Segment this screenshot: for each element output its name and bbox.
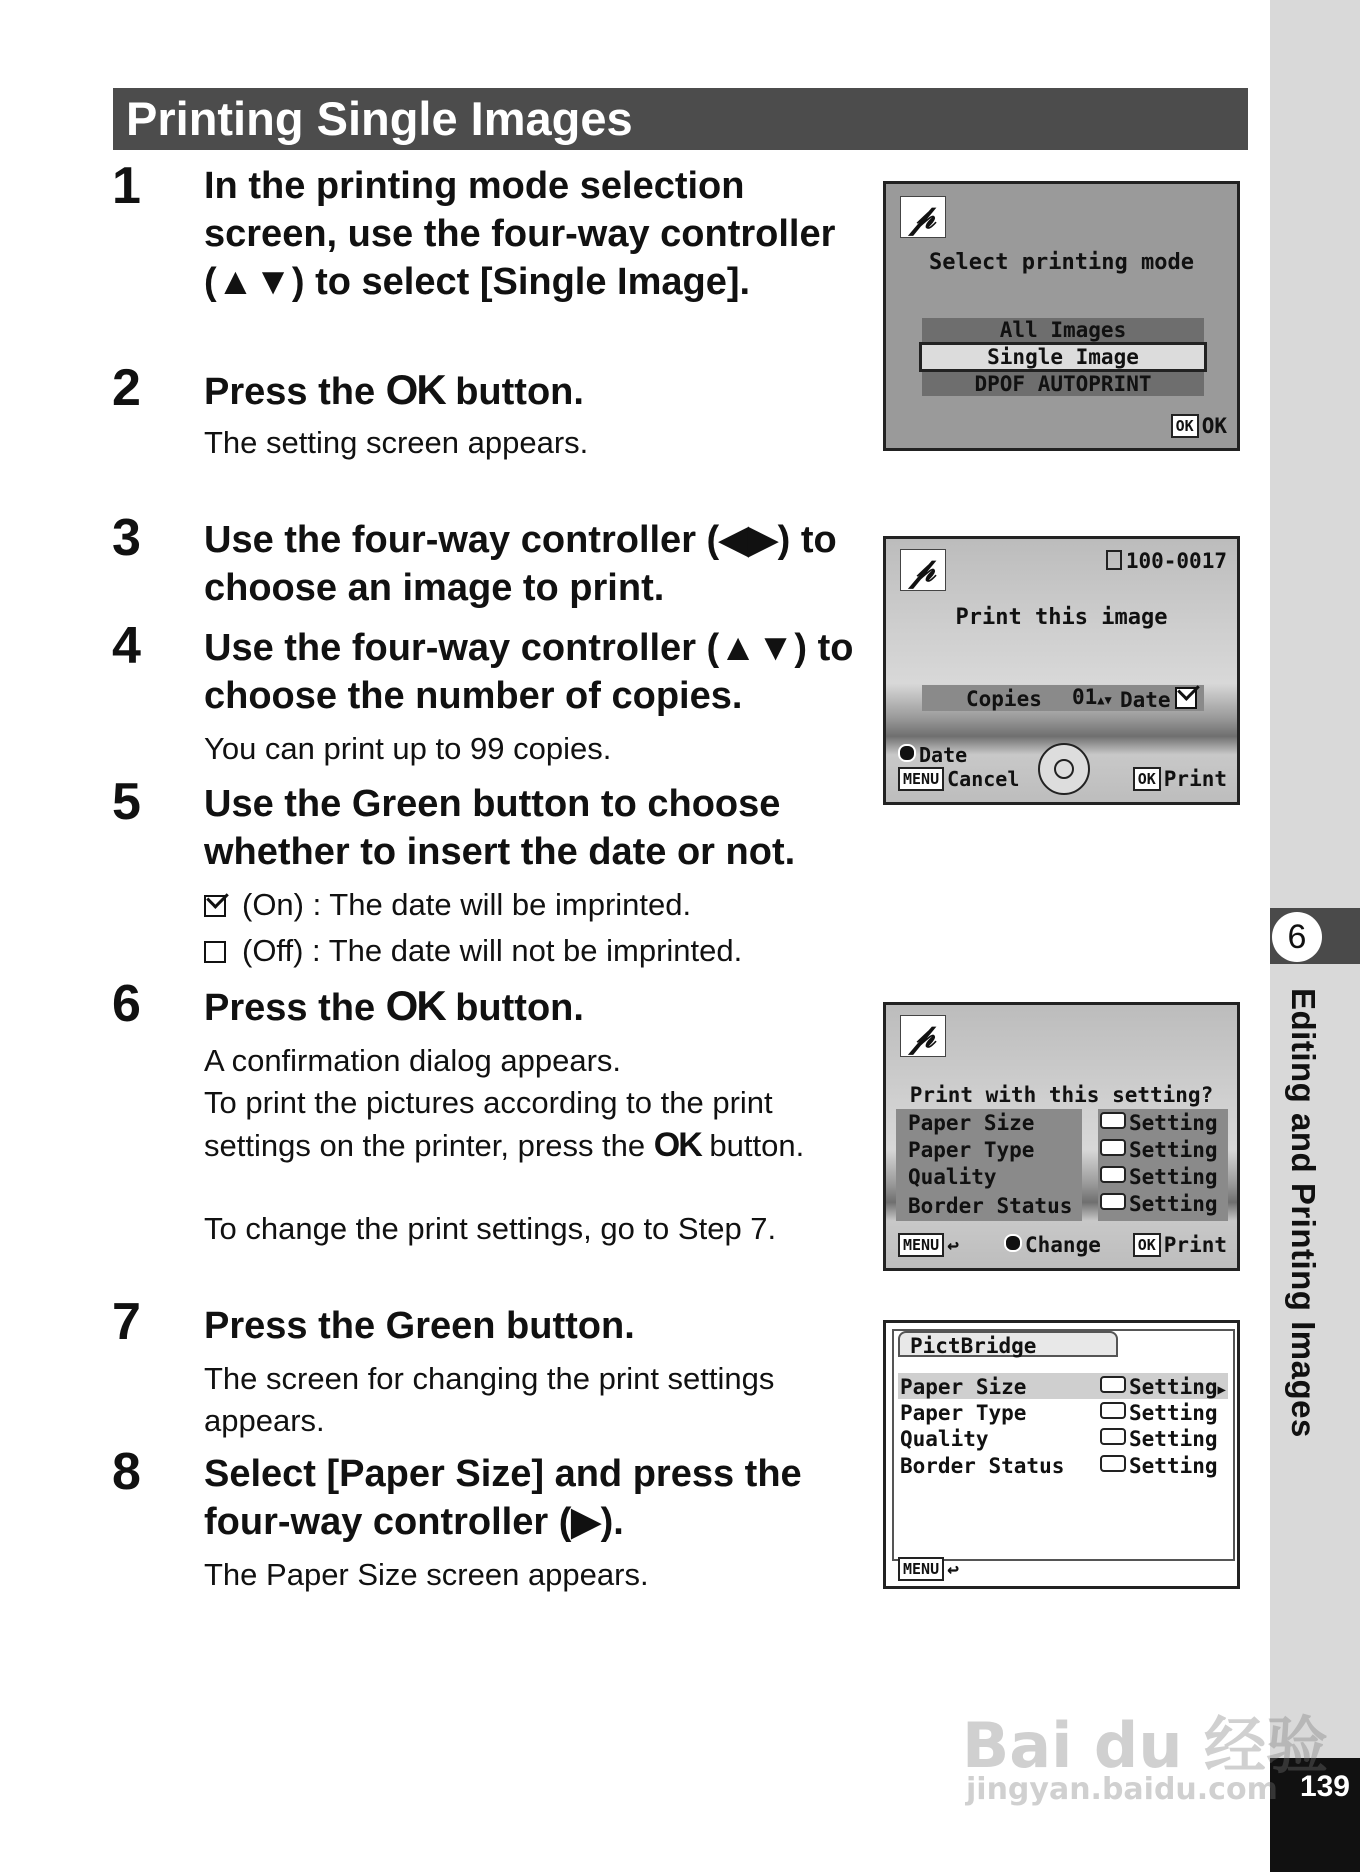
screen-prompt: Print with this setting? (909, 1083, 1214, 1107)
step-number: 4 (112, 617, 141, 675)
ok-button-icon: OK (1133, 767, 1161, 791)
ok-glyph: OK (385, 366, 445, 413)
file-number: 100-0017 (1106, 549, 1227, 573)
date-off-line: (Off) : The date will not be imprinted. (204, 930, 854, 972)
pictbridge-tab[interactable]: PictBridge (898, 1331, 1118, 1357)
cancel-hint: MENU Cancel (898, 767, 1019, 791)
chapter-number: 6 (1272, 912, 1322, 962)
setting-label: Paper Size (908, 1111, 1035, 1135)
checkbox-checked-icon (204, 895, 226, 917)
step-number: 2 (112, 359, 141, 417)
setting-value: Setting (1100, 1192, 1218, 1216)
checkbox-empty-icon (204, 941, 226, 963)
printer-icon (1100, 1376, 1126, 1393)
copies-value[interactable]: 01▲▼ (1072, 685, 1112, 709)
step-body: The setting screen appears. (204, 425, 589, 460)
step-heading: Press the Green button. (204, 1305, 635, 1347)
step-body: The screen for changing the print settings appears. (204, 1361, 775, 1438)
printer-icon (1100, 1112, 1126, 1129)
back-hint (898, 1233, 959, 1257)
step-heading: Use the Green button to choose whether to insert the date or not. (204, 783, 796, 873)
pictbridge-icon: 𝓅 (900, 1015, 946, 1057)
four-way-controller-icon (1038, 743, 1090, 795)
printer-icon (1100, 1428, 1126, 1445)
setting-label[interactable]: Border Status (900, 1454, 1065, 1478)
setting-label: Paper Type (908, 1138, 1035, 1162)
step-heading: Select [Paper Size] and press the four-way controller (▶). (204, 1453, 802, 1543)
menu-option-dpof-autoprint[interactable]: DPOF AUTOPRINT (922, 372, 1204, 396)
back-arrow-icon: ↩ (947, 1557, 960, 1581)
setting-label[interactable]: Paper Size (900, 1375, 1027, 1399)
step-number: 6 (112, 975, 141, 1033)
camera-screen-print-image (883, 536, 1240, 805)
watermark-logo: Bai du 经验 (962, 1709, 1329, 1782)
ok-hint: OK OK (1171, 414, 1227, 438)
camera-screen-confirm-print (883, 1002, 1240, 1271)
printer-icon (1100, 1455, 1126, 1472)
printer-icon (1100, 1193, 1126, 1210)
print-hint: OK Print (1133, 767, 1227, 791)
menu-button-icon: MENU (898, 1557, 944, 1581)
camera-screen-print-mode (883, 181, 1240, 451)
menu-option-all-images[interactable]: All Images (922, 318, 1204, 342)
step-heading: Press the OK button. (204, 366, 584, 413)
change-hint: Change (1004, 1233, 1101, 1257)
back-arrow-icon: ↩ (947, 1233, 960, 1257)
step-heading: Use the four-way controller (◀▶) to choose an image to print. (204, 519, 837, 609)
chapter-title: Editing and Printing Images (1285, 988, 1322, 1438)
step-number: 7 (112, 1293, 141, 1351)
step-body: To print the pictures according to the print settings on the printer, press the OK button. (204, 1085, 805, 1164)
date-toggle[interactable]: Date (1120, 687, 1197, 712)
step-number: 1 (112, 157, 141, 215)
step-body: To change the print settings, go to Step 7. (204, 1211, 777, 1246)
ok-glyph: OK (653, 1126, 701, 1164)
green-button-icon (898, 744, 916, 762)
printer-icon (1100, 1166, 1126, 1183)
setting-value[interactable]: Setting▶ (1100, 1375, 1226, 1399)
page-number: 139 (1299, 1770, 1350, 1803)
setting-value[interactable]: Setting (1100, 1454, 1218, 1478)
date-checked-icon (1175, 687, 1197, 709)
right-arrow-icon: ▶ (1217, 1382, 1226, 1398)
date-on-line: (On) : The date will be imprinted. (204, 884, 854, 926)
step-body: You can print up to 99 copies. (204, 731, 612, 766)
green-button-hint: Date (898, 743, 967, 767)
setting-value: Setting (1100, 1165, 1218, 1189)
green-button-icon (1004, 1234, 1022, 1252)
setting-value[interactable]: Setting (1100, 1401, 1218, 1425)
ok-button-icon: OK (1171, 414, 1199, 438)
menu-option-single-image[interactable]: Single Image (919, 342, 1207, 372)
step-heading: Press the OK button. (204, 982, 584, 1029)
setting-label: Border Status (908, 1194, 1073, 1218)
up-down-icon: ▲▼ (1097, 693, 1112, 707)
ok-glyph: OK (385, 982, 445, 1029)
step-number: 5 (112, 773, 141, 831)
setting-value[interactable]: Setting (1100, 1427, 1218, 1451)
setting-label[interactable]: Quality (900, 1427, 989, 1451)
step-heading: Use the four-way controller (▲▼) to choose the number of copies. (204, 627, 854, 717)
setting-value: Setting (1100, 1138, 1218, 1162)
setting-label[interactable]: Paper Type (900, 1401, 1027, 1425)
pictbridge-icon: 𝓅 (900, 549, 946, 591)
step-number: 8 (112, 1443, 141, 1501)
screen-prompt: Print this image (955, 605, 1168, 630)
print-hint: OK Print (1133, 1233, 1227, 1257)
step-body: The Paper Size screen appears. (204, 1557, 649, 1592)
printer-icon (1100, 1402, 1126, 1419)
ok-button-icon: OK (1133, 1233, 1161, 1257)
page-title: Printing Single Images (126, 92, 633, 145)
copies-label: Copies (966, 687, 1042, 711)
step-number: 3 (112, 509, 141, 567)
file-icon (1106, 550, 1122, 570)
setting-label: Quality (908, 1165, 997, 1189)
menu-button-icon: MENU (898, 767, 944, 791)
printer-icon (1100, 1139, 1126, 1156)
pictbridge-icon: 𝓅 (900, 196, 946, 238)
screen-prompt: Select printing mode (929, 250, 1194, 275)
step-heading: In the printing mode selection screen, use the four-way controller (▲▼) to select [Single Image]. (204, 165, 836, 303)
step-body: A confirmation dialog appears. (204, 1043, 622, 1078)
camera-screen-pictbridge-settings (883, 1320, 1240, 1589)
setting-value: Setting (1100, 1111, 1218, 1135)
watermark-url: jingyan.baidu.com (966, 1772, 1278, 1807)
menu-button-icon: MENU (898, 1233, 944, 1257)
back-hint (898, 1557, 959, 1581)
